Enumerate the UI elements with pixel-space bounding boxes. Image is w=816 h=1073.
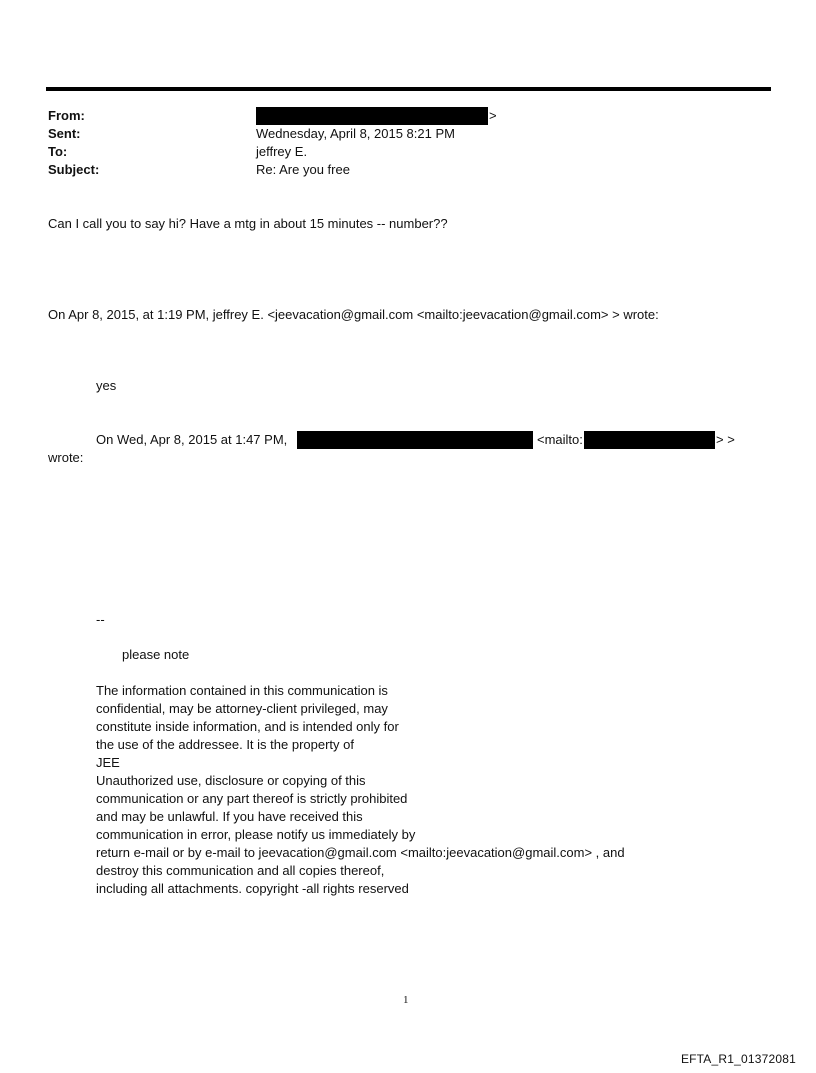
disclaimer-line: communication or any part thereof is strictly prohibited (96, 791, 408, 806)
redacted-sender-email (584, 431, 715, 449)
to-label: To: (48, 144, 68, 159)
sent-label: Sent: (48, 126, 81, 141)
from-suffix: > (489, 108, 497, 123)
disclaimer-line: the use of the addressee. It is the property of (96, 737, 354, 752)
disclaimer-line: confidential, may be attorney-client privileged, may (96, 701, 388, 716)
page-number: 1 (403, 994, 409, 1006)
subject-value: Re: Are you free (256, 162, 350, 177)
sent-value: Wednesday, April 8, 2015 8:21 PM (256, 126, 455, 141)
from-label: From: (48, 108, 85, 123)
disclaimer-line: JEE (96, 755, 120, 770)
quote1-header: On Apr 8, 2015, at 1:19 PM, jeffrey E. <jeevacation@gmail.com <mailto:jeevacation@gmail.com> > wrote: (48, 307, 659, 322)
redacted-sender-name (297, 431, 533, 449)
to-value: jeffrey E. (256, 144, 308, 159)
disclaimer-line: return e-mail or by e-mail to jeevacation@gmail.com <mailto:jeevacation@gmail.com> , and (96, 845, 625, 860)
disclaimer-line: Unauthorized use, disclosure or copying of this (96, 773, 366, 788)
quote2-suffix: > > (716, 432, 735, 447)
quote2-wrote: wrote: (48, 450, 84, 465)
quote2-mailto: <mailto: (537, 432, 583, 447)
quote2-prefix: On Wed, Apr 8, 2015 at 1:47 PM, (96, 432, 288, 447)
disclaimer-line: The information contained in this communication is (96, 683, 388, 698)
subject-label: Subject: (48, 162, 100, 177)
disclaimer-block (96, 682, 625, 898)
disclaimer-line: communication in error, please notify us immediately by (96, 827, 416, 842)
document-id: EFTA_R1_01372081 (680, 1052, 796, 1066)
header-rule (46, 87, 771, 91)
redacted-from-address (256, 107, 488, 125)
quote1-text: yes (96, 378, 117, 393)
disclaimer-line: constitute inside information, and is intended only for (96, 719, 399, 734)
signature-note: please note (122, 647, 190, 662)
disclaimer-line: destroy this communication and all copies thereof, (96, 863, 385, 878)
disclaimer-line: including all attachments. copyright -all rights reserved (96, 881, 409, 896)
signature-dashes: -- (96, 612, 105, 627)
message-text: Can I call you to say hi? Have a mtg in about 15 minutes -- number?? (48, 216, 448, 231)
disclaimer-line: and may be unlawful. If you have received this (96, 809, 363, 824)
